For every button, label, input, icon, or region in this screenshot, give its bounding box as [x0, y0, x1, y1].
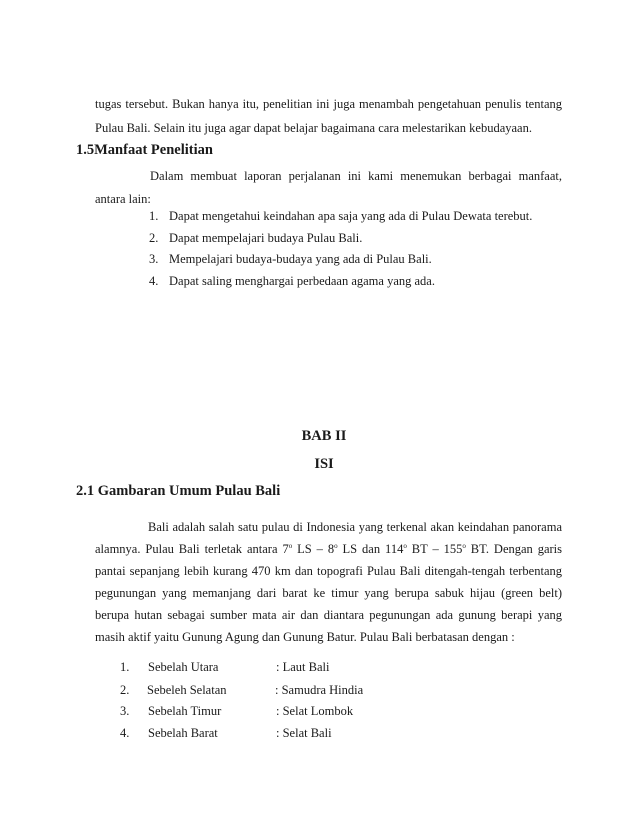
list-item-text: Dapat saling menghargai perbedaan agama yang ada. — [169, 274, 435, 288]
border-side: Sebeleh Selatan — [147, 683, 227, 697]
section-1-5-para-line-2: antara lain: — [95, 192, 151, 206]
list-item-text: Dapat mempelajari budaya Pulau Bali. — [169, 231, 363, 245]
border-number: 2. — [120, 683, 130, 697]
border-value: : Laut Bali — [276, 660, 330, 674]
section-2-1-coordinates-line: alamnya. Pulau Bali terletak antara 7$^o$ LS – 8$^o$ LS dan 114$^o$ BT – 155$^o$ BT. Dengan garis — [95, 541, 563, 556]
border-side: Sebelah Utara — [148, 660, 219, 674]
section-2-1-line-4: pegunungan yang memanjang dari barat ke timur yang berupa sabuk hijau (green belt) — [95, 586, 562, 600]
section-1-5-para-line-1: Dalam membuat laporan perjalanan ini kami menemukan berbagai manfaat, — [150, 169, 562, 183]
border-value: : Samudra Hindia — [275, 683, 364, 697]
list-item-number: 1. — [149, 209, 159, 223]
intro-line-1: tugas tersebut. Bukan hanya itu, penelitian ini juga menambah pengetahuan penulis tentang — [95, 97, 562, 111]
section-heading-1-5: 1.5Manfaat Penelitian — [76, 142, 213, 158]
list-item-number: 3. — [149, 252, 159, 266]
chapter-subtitle: ISI — [314, 456, 334, 472]
chapter-title: BAB II — [301, 428, 347, 444]
intro-line-2: Pulau Bali. Selain itu juga agar dapat belajar bagaimana cara melestarikan kebudayaan. — [95, 121, 532, 135]
list-item-number: 2. — [149, 231, 159, 245]
section-2-1-line-6: masih aktif yaitu Gunung Agung dan Gunung Batur. Pulau Bali berbatasan dengan : — [95, 630, 515, 644]
list-item-number: 4. — [149, 274, 159, 288]
border-number: 4. — [120, 726, 130, 740]
list-item-text: Mempelajari budaya-budaya yang ada di Pulau Bali. — [169, 252, 432, 266]
section-2-1-line-5: berupa hutan sebagai sumber mata air dan diantara pegunungan ada gunung berapi yang — [95, 608, 562, 622]
border-side: Sebelah Barat — [148, 726, 218, 740]
border-number: 1. — [120, 660, 130, 674]
section-2-1-line-3: pantai sepanjang lebih kurang 470 km dan topografi Pulau Bali ditengah-tengah terbentang — [95, 564, 562, 578]
border-value: : Selat Lombok — [276, 704, 354, 718]
list-item-text: Dapat mengetahui keindahan apa saja yang ada di Pulau Dewata terebut. — [169, 209, 533, 223]
section-heading-2-1: 2.1 Gambaran Umum Pulau Bali — [76, 483, 281, 499]
border-side: Sebelah Timur — [148, 704, 222, 718]
border-value: : Selat Bali — [276, 726, 332, 740]
section-2-1-line-1: Bali adalah salah satu pulau di Indonesia yang terkenal akan keindahan panorama — [148, 520, 562, 534]
border-number: 3. — [120, 704, 130, 718]
